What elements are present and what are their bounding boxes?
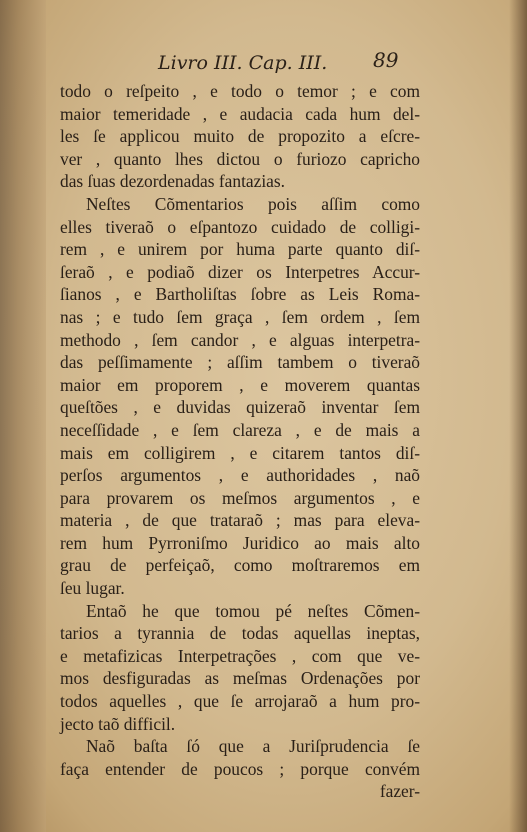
text-line: grau de perfeiçaõ, como moſtraremos em xyxy=(60,555,420,576)
text-line: perſos argumentos , e authoridades , naõ xyxy=(60,465,420,486)
text-line: jecto taõ difficil. xyxy=(60,713,176,734)
text-line: para provarem os meſmos argumentos , e xyxy=(60,487,420,508)
text-line: das peſſimamente ; aſſim tambem o tiveraõ xyxy=(60,352,420,373)
text-line: ſeu lugar. xyxy=(60,578,125,599)
page-number: 89 xyxy=(373,48,399,72)
page-edge-shadow xyxy=(509,0,527,832)
page-header xyxy=(148,48,408,78)
text-line: tarios a tyrannia de todas aquellas ineptas, xyxy=(60,623,420,644)
running-title: Livro III. Cap. III. xyxy=(158,52,328,74)
text-line: maior em proporem , e moverem quantas xyxy=(60,374,420,395)
text-line: e metafizicas Interpetrações , com que ve- xyxy=(60,645,420,666)
text-line: nas ; e tudo ſem graça , ſem ordem , ſem xyxy=(60,306,420,327)
text-line: mais em colligirem , e citarem tantos diſ- xyxy=(60,442,420,463)
text-line: ver , quanto lhes dictou o furiozo capricho xyxy=(60,148,420,169)
text-line: methodo , ſem candor , e alguas interpetra- xyxy=(60,329,420,350)
text-line: todo o reſpeito , e todo o temor ; e com xyxy=(60,81,420,101)
text-line: Naõ baſta ſó que a Juriſprudencia ſe xyxy=(86,736,420,757)
text-line: elles tiveraõ o eſpantozo cuidado de colligi- xyxy=(60,216,420,237)
text-line: les ſe applicou muito de propozito a eſcre- xyxy=(60,126,420,147)
text-line: neceſſidade , e ſem clareza , e de mais a xyxy=(60,419,420,440)
text-line: todos aquelles , que ſe arrojaraõ a hum pro- xyxy=(60,691,420,712)
body-text xyxy=(60,80,420,803)
text-line: rem , e unirem por huma parte quanto diſ- xyxy=(60,239,420,260)
text-line: maior temeridade , e audacia cada hum del- xyxy=(60,103,420,124)
text-line: mos desfiguradas as meſmas Ordenações por xyxy=(60,668,420,689)
text-line: materia , de que trataraõ ; mas para eleva- xyxy=(60,510,420,531)
catchword: fazer- xyxy=(379,781,420,802)
text-line: ſeraõ , e podiaõ dizer os Interpetres Accur- xyxy=(60,261,420,282)
text-line: das ſuas dezordenadas fantazias. xyxy=(60,171,286,192)
text-line: ſianos , e Bartholiſtas ſobre as Leis Roma- xyxy=(60,284,420,305)
text-line: rem hum Pyrroniſmo Juridico ao mais alto xyxy=(60,532,420,553)
text-line: queſtões , e duvidas quizeraõ inventar ſem xyxy=(60,397,420,418)
text-line: faça entender de poucos ; porque convém xyxy=(60,758,420,779)
page-gutter-shadow xyxy=(0,0,46,832)
text-line: Entaõ he que tomou pé neſtes Cõmen- xyxy=(86,600,420,621)
text-line: Neſtes Cõmentarios pois aſſim como xyxy=(86,193,420,214)
